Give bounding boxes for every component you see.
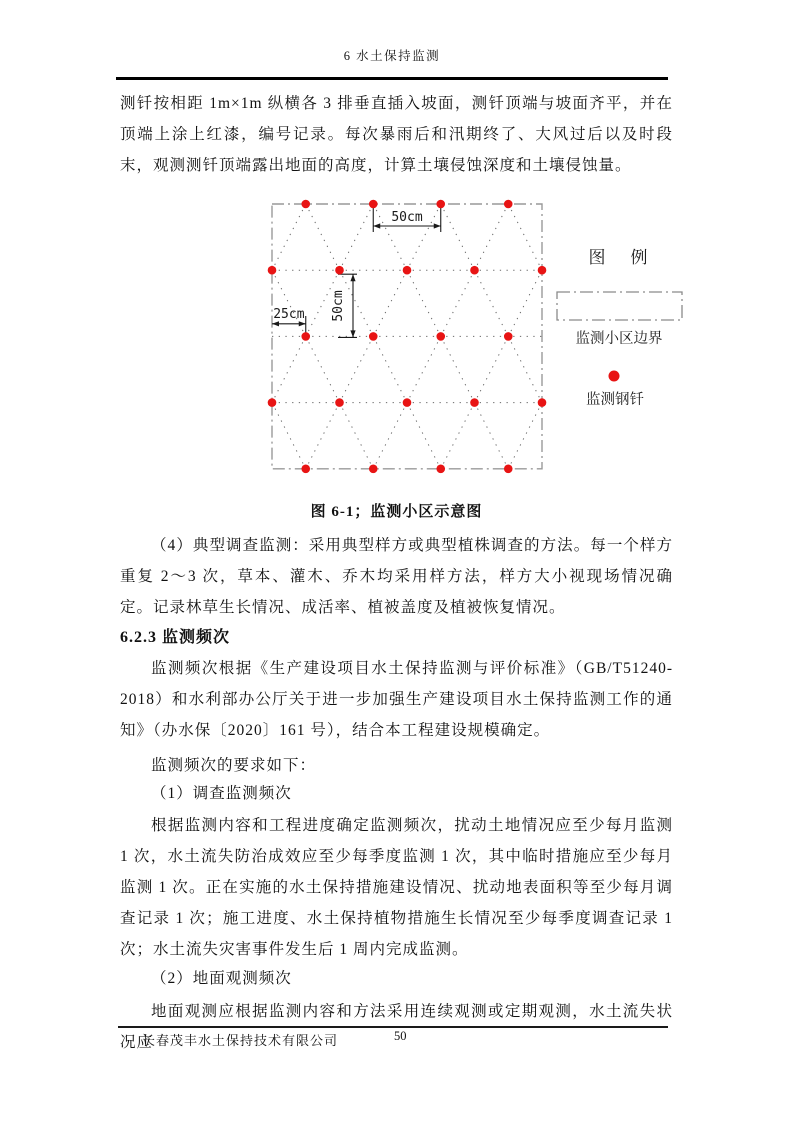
steel-pin-dot: [504, 465, 513, 474]
diagonal-guide-dotted-line: [441, 403, 475, 469]
monitoring-plot-diagram: [230, 190, 690, 490]
steel-pin-dot: [369, 465, 378, 474]
diagonal-guide-dotted-line: [508, 336, 542, 402]
dimension-arrowhead: [350, 330, 355, 337]
diagonal-guide-dotted-line: [340, 204, 374, 270]
steel-pin-dot: [538, 266, 547, 275]
steel-pin-dot: [504, 332, 513, 341]
steel-pin-dot: [470, 266, 479, 275]
diagonal-guide-dotted-line: [272, 336, 306, 402]
steel-pin-dot: [369, 200, 378, 209]
diagonal-guide-dotted-line: [373, 270, 407, 336]
diagonal-guide-dotted-line: [272, 204, 306, 270]
paragraph-survey-frequency: 根据监测内容和工程进度确定监测频次，扰动土地情况应至少每月监测 1 次，水土流失防治成效应至少每季度监测 1 次，其中临时措施应至少每月监测 1 次。正在实施的水土保持措施建设情况、扰动地表面积等至少每月调查记录 1 次；施工进度、水土保持植物措施生长情况至少每季度调查记录 1 次；水土流失灾害事件发生后 1 周内完成监测。: [120, 817, 673, 958]
steel-pin-dot: [504, 200, 513, 209]
dimension-arrowhead: [373, 223, 380, 228]
diagonal-guide-dotted-line: [373, 403, 407, 469]
dimension-arrowhead: [434, 223, 441, 228]
paragraph-requirement-lead: 监测频次的要求如下：: [151, 757, 317, 774]
list-item-survey-frequency: （1）调查监测频次: [151, 785, 292, 802]
steel-pin-dot: [403, 398, 412, 407]
dimension-label-left-25cm: 25cm: [273, 307, 305, 322]
figure-caption: 图 6-1；监测小区示意图: [310, 504, 483, 520]
diagonal-guide-dotted-line: [475, 270, 509, 336]
diagonal-guide-dotted-line: [441, 270, 475, 336]
header-rule: [116, 77, 668, 80]
dimension-label-top-50cm: 50cm: [391, 210, 423, 225]
diagonal-guide-dotted-line: [508, 270, 542, 336]
legend-pin-swatch: [609, 371, 620, 382]
diagonal-guide-dotted-line: [340, 403, 374, 469]
legend-boundary-swatch: [557, 292, 682, 320]
steel-pin-dot: [335, 266, 344, 275]
steel-pin-dot: [301, 200, 310, 209]
dimension-label-vertical-50cm: 50cm: [331, 290, 346, 322]
footer-rule: [118, 1026, 668, 1028]
diagonal-guide-dotted-line: [508, 403, 542, 469]
diagonal-guide-dotted-line: [475, 336, 509, 402]
paragraph-intro: 测钎按相距 1m×1m 纵横各 3 排垂直插入坡面，测钎顶端与坡面齐平，并在顶端上涂上红漆，编号记录。每次暴雨后和汛期终了、大风过后以及时段末，观测测钎顶端露出地面的高度，计算土壤侵蚀深度和土壤侵蚀量。: [120, 95, 673, 174]
steel-pin-dot: [436, 465, 445, 474]
steel-pin-dot: [436, 200, 445, 209]
page-header-title: 6 水土保持监测: [343, 49, 441, 63]
steel-pin-dot: [301, 465, 310, 474]
paragraph-ground-observation: 地面观测应根据监测内容和方法采用连续观测或定期观测，水土流失状况应: [120, 1003, 673, 1051]
diagonal-guide-dotted-line: [508, 204, 542, 270]
paragraph-frequency-basis: 监测频次根据《生产建设项目水土保持监测与评价标准》（GB/T51240-2018）和水利部办公厅关于进一步加强生产建设项目水土保持监测工作的通知》（办水保〔2020〕161 号），结合本工程建设规模确定。: [120, 660, 673, 739]
steel-pin-dot: [369, 332, 378, 341]
diagonal-guide-dotted-line: [272, 403, 306, 469]
paragraph-typical-survey: （4）典型调查监测：采用典型样方或典型植株调查的方法。每一个样方重复 2～3 次，草本、灌木、乔木均采用样方法，样方大小视现场情况确定。记录林草生长情况、成活率、植被盖度及植被恢复情况。: [120, 537, 673, 616]
legend-boundary-label: 监测小区边界: [575, 331, 663, 347]
steel-pin-dot: [268, 266, 277, 275]
diagonal-guide-dotted-line: [306, 204, 340, 270]
steel-pin-dot: [470, 398, 479, 407]
diagonal-guide-dotted-line: [407, 336, 441, 402]
diagonal-guide-dotted-line: [441, 336, 475, 402]
footer-page-number: 50: [394, 1029, 407, 1043]
dimension-arrowhead: [350, 274, 355, 281]
footer-company-name: 长春茂丰水土保持技术有限公司: [142, 1033, 339, 1048]
steel-pin-dot: [301, 332, 310, 341]
diagonal-guide-dotted-line: [407, 403, 441, 469]
steel-pin-dot: [268, 398, 277, 407]
diagonal-guide-dotted-line: [306, 336, 340, 402]
diagonal-guide-dotted-line: [407, 270, 441, 336]
steel-pin-dot: [436, 332, 445, 341]
steel-pin-dot: [335, 398, 344, 407]
list-item-ground-frequency: （2）地面观测频次: [151, 970, 292, 987]
diagonal-guide-dotted-line: [441, 204, 475, 270]
legend-pin-label: 监测钢钎: [586, 392, 644, 408]
diagonal-guide-dotted-line: [340, 336, 374, 402]
diagonal-guide-dotted-line: [373, 336, 407, 402]
steel-pin-dot: [403, 266, 412, 275]
steel-pin-dot: [538, 398, 547, 407]
diagonal-guide-dotted-line: [272, 270, 306, 336]
diagonal-guide-dotted-line: [306, 403, 340, 469]
diagonal-guide-dotted-line: [475, 403, 509, 469]
legend-title: 图 例: [588, 248, 652, 267]
diagonal-guide-dotted-line: [475, 204, 509, 270]
section-heading-6-2-3: 6.2.3 监测频次: [120, 629, 231, 646]
